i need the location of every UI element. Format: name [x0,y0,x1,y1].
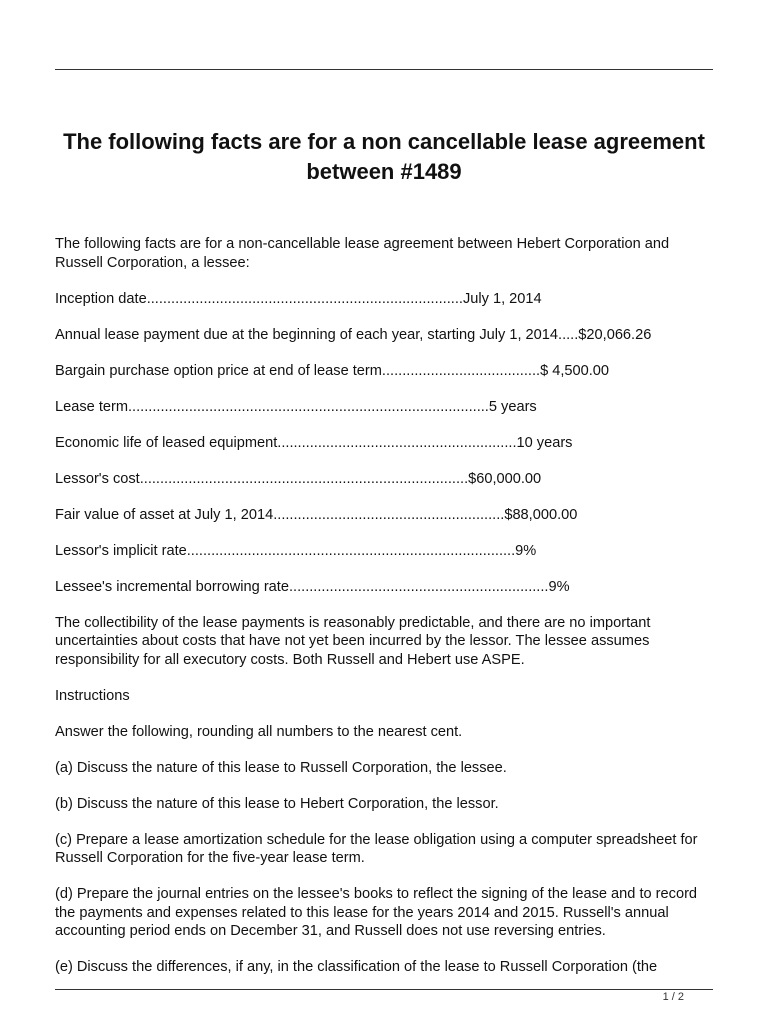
fact-annual-payment: Annual lease payment due at the beginning of each year, starting July 1, 2014.....$20,066.26 [55,326,652,343]
instructions-heading: Instructions [55,687,130,704]
collectibility-paragraph: The collectibility of the lease payments is reasonably predictable, and there are no important uncertainties about costs that have not yet been incurred by the lessor. The lessee assumes responsibility for all executory costs. Both Russell and Hebert use ASPE. [55,614,651,668]
page-number: 1 / 2 [662,991,684,1003]
fact-fair-value: Fair value of asset at July 1, 2014.........................................................$88,000.00 [55,506,578,523]
fact-lease-term: Lease term.........................................................................................5 years [55,398,537,415]
document-body [55,235,720,994]
fact-borrowing-rate: Lessee's incremental borrowing rate................................................................9% [55,578,570,595]
question-e: (e) Discuss the differences, if any, in the classification of the lease to Russell Corporation (the [55,959,658,975]
question-b: (b) Discuss the nature of this lease to Hebert Corporation, the lessor. [55,795,499,812]
fact-lessor-cost: Lessor's cost.................................................................................$60,000.00 [55,470,542,487]
fact-implicit-rate: Lessor's implicit rate.................................................................................9% [55,542,537,559]
intro-paragraph: The following facts are for a non-cancellable lease agreement between Hebert Corporation and Russell Corporation, a lessee: [55,236,670,271]
top-divider [55,69,713,70]
fact-economic-life: Economic life of leased equipment...........................................................10 years [55,434,573,451]
instructions-intro: Answer the following, rounding all numbers to the nearest cent. [55,723,463,740]
fact-bargain-option: Bargain purchase option price at end of lease term.......................................$ 4,500.00 [55,362,610,379]
question-d: (d) Prepare the journal entries on the lessee's books to reflect the signing of the lease and to record the payments and expenses related to this lease for the years 2014 and 2015. Russell's annual accounting period ends on December 31, and Russell does not use reversing entries. [55,886,698,939]
question-a: (a) Discuss the nature of this lease to Russell Corporation, the lessee. [55,759,507,776]
fact-inception-date: Inception date..............................................................................July 1, 2014 [55,290,542,307]
bottom-divider [55,989,713,990]
document-title: The following facts are for a non cancellable lease agreement between #1489 [63,129,705,184]
question-c: (c) Prepare a lease amortization schedule for the lease obligation using a computer spreadsheet for Russell Corporation for the five-year lease term. [55,831,698,866]
